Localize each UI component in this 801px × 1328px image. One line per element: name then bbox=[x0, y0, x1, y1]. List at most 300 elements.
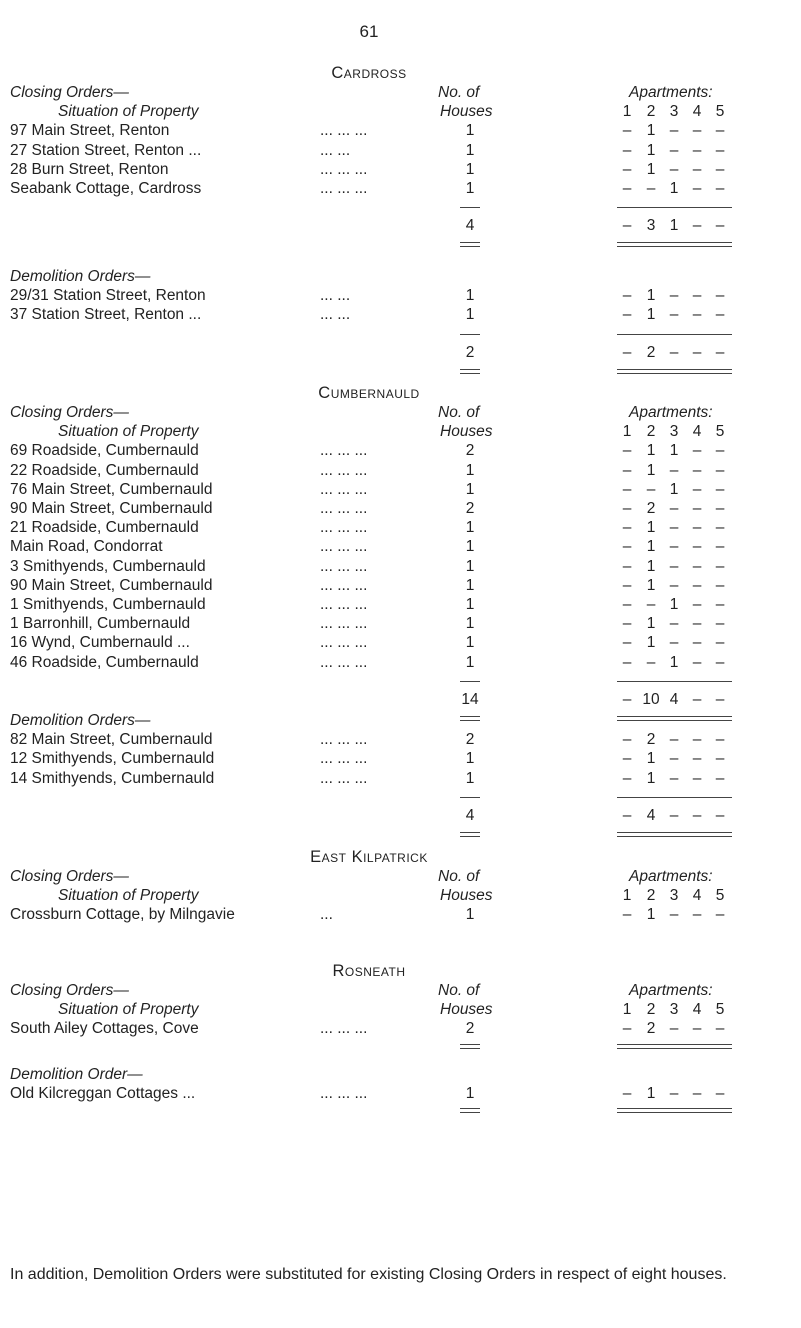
apartment-count: – bbox=[715, 615, 725, 633]
table-row bbox=[0, 462, 801, 481]
apartment-count: 1 bbox=[646, 769, 656, 787]
column-apartments: Apartments: bbox=[629, 982, 713, 999]
houses-count: 1 bbox=[465, 287, 475, 305]
apartment-count: 1 bbox=[669, 596, 679, 613]
property-location: 46 Roadside, Cumbernauld bbox=[10, 653, 199, 671]
subtotal-rule bbox=[617, 681, 732, 682]
apartment-count: – bbox=[715, 1020, 725, 1038]
apartment-count: – bbox=[622, 634, 632, 652]
table-row bbox=[0, 577, 801, 596]
table-row bbox=[0, 180, 801, 199]
houses-count: 2 bbox=[465, 731, 475, 749]
apartment-count: – bbox=[622, 1085, 632, 1103]
apartment-count: – bbox=[715, 442, 725, 460]
houses-count: 1 bbox=[465, 122, 475, 140]
houses-count: 1 bbox=[465, 141, 475, 159]
leader-dots: ... ... ... bbox=[320, 442, 368, 460]
apartment-count: 1 bbox=[669, 442, 679, 460]
table-row bbox=[0, 500, 801, 519]
apartment-count: – bbox=[692, 538, 702, 556]
apartment-total: – bbox=[715, 217, 725, 235]
apartment-count: 1 bbox=[669, 480, 679, 498]
column-houses: Houses bbox=[440, 423, 493, 441]
houses-count: 1 bbox=[465, 596, 475, 613]
apartment-total: 4 bbox=[646, 806, 656, 824]
leader-dots: ... ... ... bbox=[320, 122, 368, 140]
apartment-count: – bbox=[692, 653, 702, 671]
apartment-count: – bbox=[692, 480, 702, 498]
apartment-count: – bbox=[669, 576, 679, 594]
apartment-count: – bbox=[715, 576, 725, 594]
apartment-count: – bbox=[715, 538, 725, 556]
apartment-count: – bbox=[622, 615, 632, 633]
houses-count: 2 bbox=[465, 442, 475, 460]
apartment-count: – bbox=[692, 287, 702, 305]
apartment-total: 10 bbox=[642, 690, 660, 708]
apartment-count: – bbox=[622, 519, 632, 537]
leader-dots: ... ... ... bbox=[320, 557, 368, 575]
apartment-count: – bbox=[692, 122, 702, 140]
apartment-count: – bbox=[692, 1085, 702, 1103]
apartment-number-header: 3 bbox=[669, 1001, 679, 1019]
subtotal-rule bbox=[617, 797, 732, 798]
apartment-count: – bbox=[692, 442, 702, 460]
apartment-count: – bbox=[622, 653, 632, 671]
leader-dots: ... ... ... bbox=[320, 576, 368, 594]
apartment-number-header: 5 bbox=[715, 103, 725, 121]
table-row bbox=[0, 731, 801, 750]
subtotal-rule bbox=[460, 797, 480, 798]
houses-count: 1 bbox=[465, 538, 475, 556]
property-location: South Ailey Cottages, Cove bbox=[10, 1020, 199, 1038]
leader-dots: ... ... ... bbox=[320, 596, 368, 613]
apartment-count: – bbox=[622, 906, 632, 924]
apartment-count: – bbox=[715, 731, 725, 749]
column-houses: Houses bbox=[440, 103, 493, 121]
group-heading: Closing Orders— bbox=[10, 84, 129, 101]
property-location: 37 Station Street, Renton ... bbox=[10, 306, 202, 324]
total-double-rule bbox=[460, 832, 480, 837]
property-location: Old Kilcreggan Cottages ... bbox=[10, 1085, 196, 1103]
leader-dots: ... ... ... bbox=[320, 1085, 368, 1103]
apartment-number-header: 3 bbox=[669, 423, 679, 441]
apartment-count: – bbox=[622, 557, 632, 575]
apartment-number-header: 5 bbox=[715, 887, 725, 905]
column-no-of: No. of bbox=[438, 868, 480, 885]
column-apartments: Apartments: bbox=[629, 404, 713, 421]
apartment-count: – bbox=[669, 287, 679, 305]
apartment-count: – bbox=[669, 500, 679, 517]
leader-dots: ... ... ... bbox=[320, 750, 368, 768]
table-row bbox=[0, 750, 801, 769]
apartment-count: 1 bbox=[646, 538, 656, 556]
apartment-total: 2 bbox=[646, 343, 656, 361]
apartment-count: – bbox=[669, 1085, 679, 1103]
apartment-count: – bbox=[692, 906, 702, 924]
apartment-count: – bbox=[622, 160, 632, 178]
apartment-number-header: 4 bbox=[692, 1001, 702, 1019]
total-row bbox=[0, 344, 801, 363]
apartment-count: – bbox=[669, 557, 679, 575]
houses-count: 1 bbox=[465, 461, 475, 479]
leader-dots: ... ... ... bbox=[320, 519, 368, 537]
apartment-count: – bbox=[692, 306, 702, 324]
leader-dots: ... ... ... bbox=[320, 180, 368, 197]
apartment-count: – bbox=[715, 1085, 725, 1103]
apartment-count: – bbox=[715, 906, 725, 924]
group-heading: Demolition Order— bbox=[10, 1066, 143, 1083]
total-double-rule bbox=[460, 242, 480, 247]
property-location: 76 Main Street, Cumbernauld bbox=[10, 480, 213, 498]
leader-dots: ... ... ... bbox=[320, 461, 368, 479]
apartment-count: – bbox=[622, 442, 632, 460]
leader-dots: ... ... ... bbox=[320, 653, 368, 671]
apartment-count: 1 bbox=[646, 122, 656, 140]
column-houses: Houses bbox=[440, 887, 493, 905]
houses-count: 1 bbox=[465, 769, 475, 787]
apartment-count: – bbox=[692, 576, 702, 594]
group-heading: Closing Orders— bbox=[10, 868, 129, 885]
apartment-count: – bbox=[715, 500, 725, 517]
total-double-rule bbox=[617, 716, 732, 721]
apartment-count: – bbox=[646, 653, 656, 671]
apartment-count: – bbox=[692, 180, 702, 197]
group-heading: Demolition Orders— bbox=[10, 268, 151, 285]
apartment-count: 1 bbox=[646, 160, 656, 178]
apartment-total: – bbox=[715, 343, 725, 361]
total-double-rule bbox=[460, 369, 480, 374]
apartment-count: – bbox=[669, 306, 679, 324]
apartment-number-header: 3 bbox=[669, 103, 679, 121]
leader-dots: ... ... ... bbox=[320, 615, 368, 633]
apartment-count: 1 bbox=[646, 750, 656, 768]
subtotal-rule bbox=[460, 681, 480, 682]
table-row bbox=[0, 122, 801, 141]
table-row bbox=[0, 770, 801, 789]
apartment-count: 2 bbox=[646, 731, 656, 749]
apartment-count: – bbox=[715, 519, 725, 537]
property-location: 97 Main Street, Renton bbox=[10, 122, 170, 140]
property-location: Seabank Cottage, Cardross bbox=[10, 180, 202, 197]
apartment-count: – bbox=[692, 1020, 702, 1038]
apartment-count: – bbox=[646, 596, 656, 613]
leader-dots: ... ... ... bbox=[320, 769, 368, 787]
total-double-rule bbox=[617, 1108, 732, 1113]
total-double-rule bbox=[617, 832, 732, 837]
apartment-count: – bbox=[622, 731, 632, 749]
apartment-count: – bbox=[715, 160, 725, 178]
apartment-count: – bbox=[622, 576, 632, 594]
column-houses: Houses bbox=[440, 1001, 493, 1019]
leader-dots: ... ... ... bbox=[320, 160, 368, 178]
houses-count: 1 bbox=[465, 160, 475, 178]
table-row bbox=[0, 906, 801, 925]
property-location: 28 Burn Street, Renton bbox=[10, 160, 169, 178]
apartment-count: – bbox=[622, 500, 632, 517]
property-location: Crossburn Cottage, by Milngavie bbox=[10, 906, 235, 924]
column-no-of: No. of bbox=[438, 84, 480, 101]
property-location: 69 Roadside, Cumbernauld bbox=[10, 442, 199, 460]
property-location: 29/31 Station Street, Renton bbox=[10, 287, 206, 305]
apartment-number-header: 5 bbox=[715, 1001, 725, 1019]
table-row bbox=[0, 1085, 801, 1104]
table-row bbox=[0, 1020, 801, 1039]
apartment-count: – bbox=[715, 306, 725, 324]
houses-count: 1 bbox=[465, 906, 475, 924]
apartment-number-header: 4 bbox=[692, 103, 702, 121]
apartment-count: 1 bbox=[646, 141, 656, 159]
apartment-count: 1 bbox=[646, 615, 656, 633]
total-row bbox=[0, 217, 801, 236]
houses-count: 1 bbox=[465, 557, 475, 575]
apartment-count: 1 bbox=[646, 634, 656, 652]
apartment-number-header: 1 bbox=[622, 103, 632, 121]
houses-count: 1 bbox=[465, 306, 475, 324]
apartment-count: 2 bbox=[646, 500, 656, 517]
apartment-count: – bbox=[692, 634, 702, 652]
apartment-count: – bbox=[692, 750, 702, 768]
property-location: 90 Main Street, Cumbernauld bbox=[10, 500, 213, 517]
table-row bbox=[0, 306, 801, 325]
apartment-total: 4 bbox=[669, 690, 679, 708]
property-location: 90 Main Street, Cumbernauld bbox=[10, 576, 213, 594]
apartment-count: – bbox=[669, 906, 679, 924]
section-title: Rosneath bbox=[332, 962, 406, 980]
total-double-rule bbox=[460, 1044, 480, 1049]
apartment-total: – bbox=[622, 806, 632, 824]
apartment-number-header: 5 bbox=[715, 423, 725, 441]
property-location: 22 Roadside, Cumbernauld bbox=[10, 461, 199, 479]
apartment-count: – bbox=[715, 769, 725, 787]
total-row bbox=[0, 807, 801, 826]
column-no-of: No. of bbox=[438, 982, 480, 999]
total-double-rule bbox=[617, 1044, 732, 1049]
column-situation: Situation of Property bbox=[58, 423, 199, 441]
leader-dots: ... ... bbox=[320, 306, 351, 324]
apartment-total: – bbox=[622, 343, 632, 361]
apartment-number-header: 1 bbox=[622, 423, 632, 441]
apartment-count: – bbox=[715, 180, 725, 197]
apartment-count: – bbox=[692, 500, 702, 517]
apartment-count: – bbox=[692, 141, 702, 159]
leader-dots: ... ... ... bbox=[320, 1020, 368, 1038]
subtotal-rule bbox=[617, 207, 732, 208]
houses-count: 2 bbox=[465, 500, 475, 517]
property-location: 27 Station Street, Renton ... bbox=[10, 141, 202, 159]
apartment-count: – bbox=[622, 769, 632, 787]
apartment-count: – bbox=[622, 180, 632, 197]
apartment-count: – bbox=[622, 480, 632, 498]
column-no-of: No. of bbox=[438, 404, 480, 421]
apartment-total: – bbox=[715, 806, 725, 824]
houses-total: 2 bbox=[465, 343, 475, 361]
leader-dots: ... ... ... bbox=[320, 538, 368, 556]
table-row bbox=[0, 481, 801, 500]
apartment-count: – bbox=[692, 519, 702, 537]
apartment-count: 1 bbox=[646, 306, 656, 324]
apartment-count: 2 bbox=[646, 1020, 656, 1038]
section-title: East Kilpatrick bbox=[310, 848, 428, 866]
total-double-rule bbox=[617, 242, 732, 247]
houses-total: 14 bbox=[461, 690, 479, 708]
apartment-number-header: 3 bbox=[669, 887, 679, 905]
apartment-count: – bbox=[715, 750, 725, 768]
apartment-count: – bbox=[669, 1020, 679, 1038]
section-title: Cardross bbox=[331, 64, 407, 82]
table-row bbox=[0, 161, 801, 180]
apartment-count: – bbox=[692, 557, 702, 575]
apartment-count: – bbox=[715, 287, 725, 305]
leader-dots: ... ... bbox=[320, 141, 351, 159]
total-row bbox=[0, 691, 801, 710]
apartment-count: – bbox=[669, 769, 679, 787]
apartment-total: – bbox=[622, 690, 632, 708]
apartment-count: – bbox=[669, 750, 679, 768]
apartment-count: – bbox=[669, 634, 679, 652]
apartment-total: – bbox=[669, 806, 679, 824]
apartment-count: 1 bbox=[646, 576, 656, 594]
column-apartments: Apartments: bbox=[629, 868, 713, 885]
apartment-count: – bbox=[622, 461, 632, 479]
apartment-count: 1 bbox=[669, 653, 679, 671]
houses-count: 1 bbox=[465, 1085, 475, 1103]
apartment-count: – bbox=[692, 615, 702, 633]
subtotal-rule bbox=[460, 334, 480, 335]
apartment-count: – bbox=[692, 596, 702, 613]
apartment-number-header: 4 bbox=[692, 887, 702, 905]
apartment-count: – bbox=[669, 519, 679, 537]
apartment-total: – bbox=[692, 217, 702, 235]
property-location: Main Road, Condorrat bbox=[10, 538, 163, 556]
apartment-count: – bbox=[622, 141, 632, 159]
houses-count: 2 bbox=[465, 1020, 475, 1038]
apartment-count: – bbox=[646, 480, 656, 498]
apartment-count: – bbox=[622, 596, 632, 613]
apartment-count: – bbox=[715, 653, 725, 671]
table-row bbox=[0, 558, 801, 577]
footnote: In addition, Demolition Orders were substituted for existing Closing Orders in respect of eight houses. bbox=[10, 1266, 727, 1283]
apartment-count: – bbox=[692, 731, 702, 749]
apartment-number-header: 2 bbox=[646, 887, 656, 905]
houses-count: 1 bbox=[465, 519, 475, 537]
apartment-count: – bbox=[669, 160, 679, 178]
apartment-count: 1 bbox=[646, 442, 656, 460]
group-heading: Closing Orders— bbox=[10, 404, 129, 421]
apartment-count: – bbox=[622, 1020, 632, 1038]
apartment-total: – bbox=[692, 806, 702, 824]
property-location: 12 Smithyends, Cumbernauld bbox=[10, 750, 215, 768]
apartment-number-header: 2 bbox=[646, 423, 656, 441]
apartment-number-header: 2 bbox=[646, 1001, 656, 1019]
houses-count: 1 bbox=[465, 634, 475, 652]
apartment-count: 1 bbox=[646, 287, 656, 305]
apartment-count: – bbox=[669, 615, 679, 633]
property-location: 21 Roadside, Cumbernauld bbox=[10, 519, 199, 537]
leader-dots: ... bbox=[320, 906, 333, 924]
apartment-number-header: 4 bbox=[692, 423, 702, 441]
apartment-count: – bbox=[715, 461, 725, 479]
apartment-total: – bbox=[622, 217, 632, 235]
group-heading: Closing Orders— bbox=[10, 982, 129, 999]
apartment-count: – bbox=[669, 731, 679, 749]
houses-count: 1 bbox=[465, 180, 475, 197]
apartment-count: – bbox=[715, 596, 725, 613]
group-heading: Demolition Orders— bbox=[10, 712, 151, 729]
apartment-count: – bbox=[622, 287, 632, 305]
total-double-rule bbox=[460, 716, 480, 721]
leader-dots: ... ... ... bbox=[320, 634, 368, 652]
table-row bbox=[0, 519, 801, 538]
apartment-number-header: 2 bbox=[646, 103, 656, 121]
property-location: 14 Smithyends, Cumbernauld bbox=[10, 769, 215, 787]
property-location: 82 Main Street, Cumbernauld bbox=[10, 731, 213, 749]
leader-dots: ... ... ... bbox=[320, 731, 368, 749]
apartment-count: – bbox=[646, 180, 656, 197]
houses-count: 1 bbox=[465, 750, 475, 768]
leader-dots: ... ... bbox=[320, 287, 351, 305]
apartment-count: 1 bbox=[646, 557, 656, 575]
table-row bbox=[0, 142, 801, 161]
apartment-total: – bbox=[692, 690, 702, 708]
leader-dots: ... ... ... bbox=[320, 500, 368, 517]
apartment-count: – bbox=[669, 538, 679, 556]
houses-count: 1 bbox=[465, 576, 475, 594]
apartment-count: 1 bbox=[646, 906, 656, 924]
apartment-count: – bbox=[715, 557, 725, 575]
apartment-count: – bbox=[715, 634, 725, 652]
houses-count: 1 bbox=[465, 653, 475, 671]
table-row bbox=[0, 654, 801, 673]
apartment-total: – bbox=[692, 343, 702, 361]
property-location: 3 Smithyends, Cumbernauld bbox=[10, 557, 206, 575]
table-row bbox=[0, 442, 801, 461]
houses-count: 1 bbox=[465, 480, 475, 498]
apartment-count: – bbox=[692, 461, 702, 479]
apartment-count: – bbox=[622, 538, 632, 556]
subtotal-rule bbox=[460, 207, 480, 208]
table-row bbox=[0, 615, 801, 634]
apartment-count: – bbox=[669, 461, 679, 479]
total-double-rule bbox=[617, 369, 732, 374]
apartment-total: 3 bbox=[646, 217, 656, 235]
apartment-number-header: 1 bbox=[622, 1001, 632, 1019]
houses-total: 4 bbox=[465, 217, 475, 235]
apartment-count: – bbox=[669, 141, 679, 159]
apartment-count: – bbox=[692, 160, 702, 178]
column-situation: Situation of Property bbox=[58, 103, 199, 121]
table-row bbox=[0, 538, 801, 557]
apartment-count: – bbox=[622, 750, 632, 768]
column-situation: Situation of Property bbox=[58, 1001, 199, 1019]
houses-count: 1 bbox=[465, 615, 475, 633]
apartment-count: – bbox=[715, 122, 725, 140]
table-row bbox=[0, 287, 801, 306]
apartment-count: – bbox=[715, 141, 725, 159]
apartment-count: – bbox=[622, 122, 632, 140]
property-location: 1 Smithyends, Cumbernauld bbox=[10, 596, 206, 613]
apartment-count: – bbox=[669, 122, 679, 140]
apartment-count: 1 bbox=[646, 461, 656, 479]
apartment-total: – bbox=[715, 690, 725, 708]
apartment-total: – bbox=[669, 343, 679, 361]
apartment-count: 1 bbox=[669, 180, 679, 197]
property-location: 1 Barronhill, Cumbernauld bbox=[10, 615, 191, 633]
table-row bbox=[0, 596, 801, 615]
apartment-total: 1 bbox=[669, 217, 679, 235]
property-location: 16 Wynd, Cumbernauld ... bbox=[10, 634, 190, 652]
section-title: Cumbernauld bbox=[318, 384, 420, 402]
apartment-count: – bbox=[622, 306, 632, 324]
